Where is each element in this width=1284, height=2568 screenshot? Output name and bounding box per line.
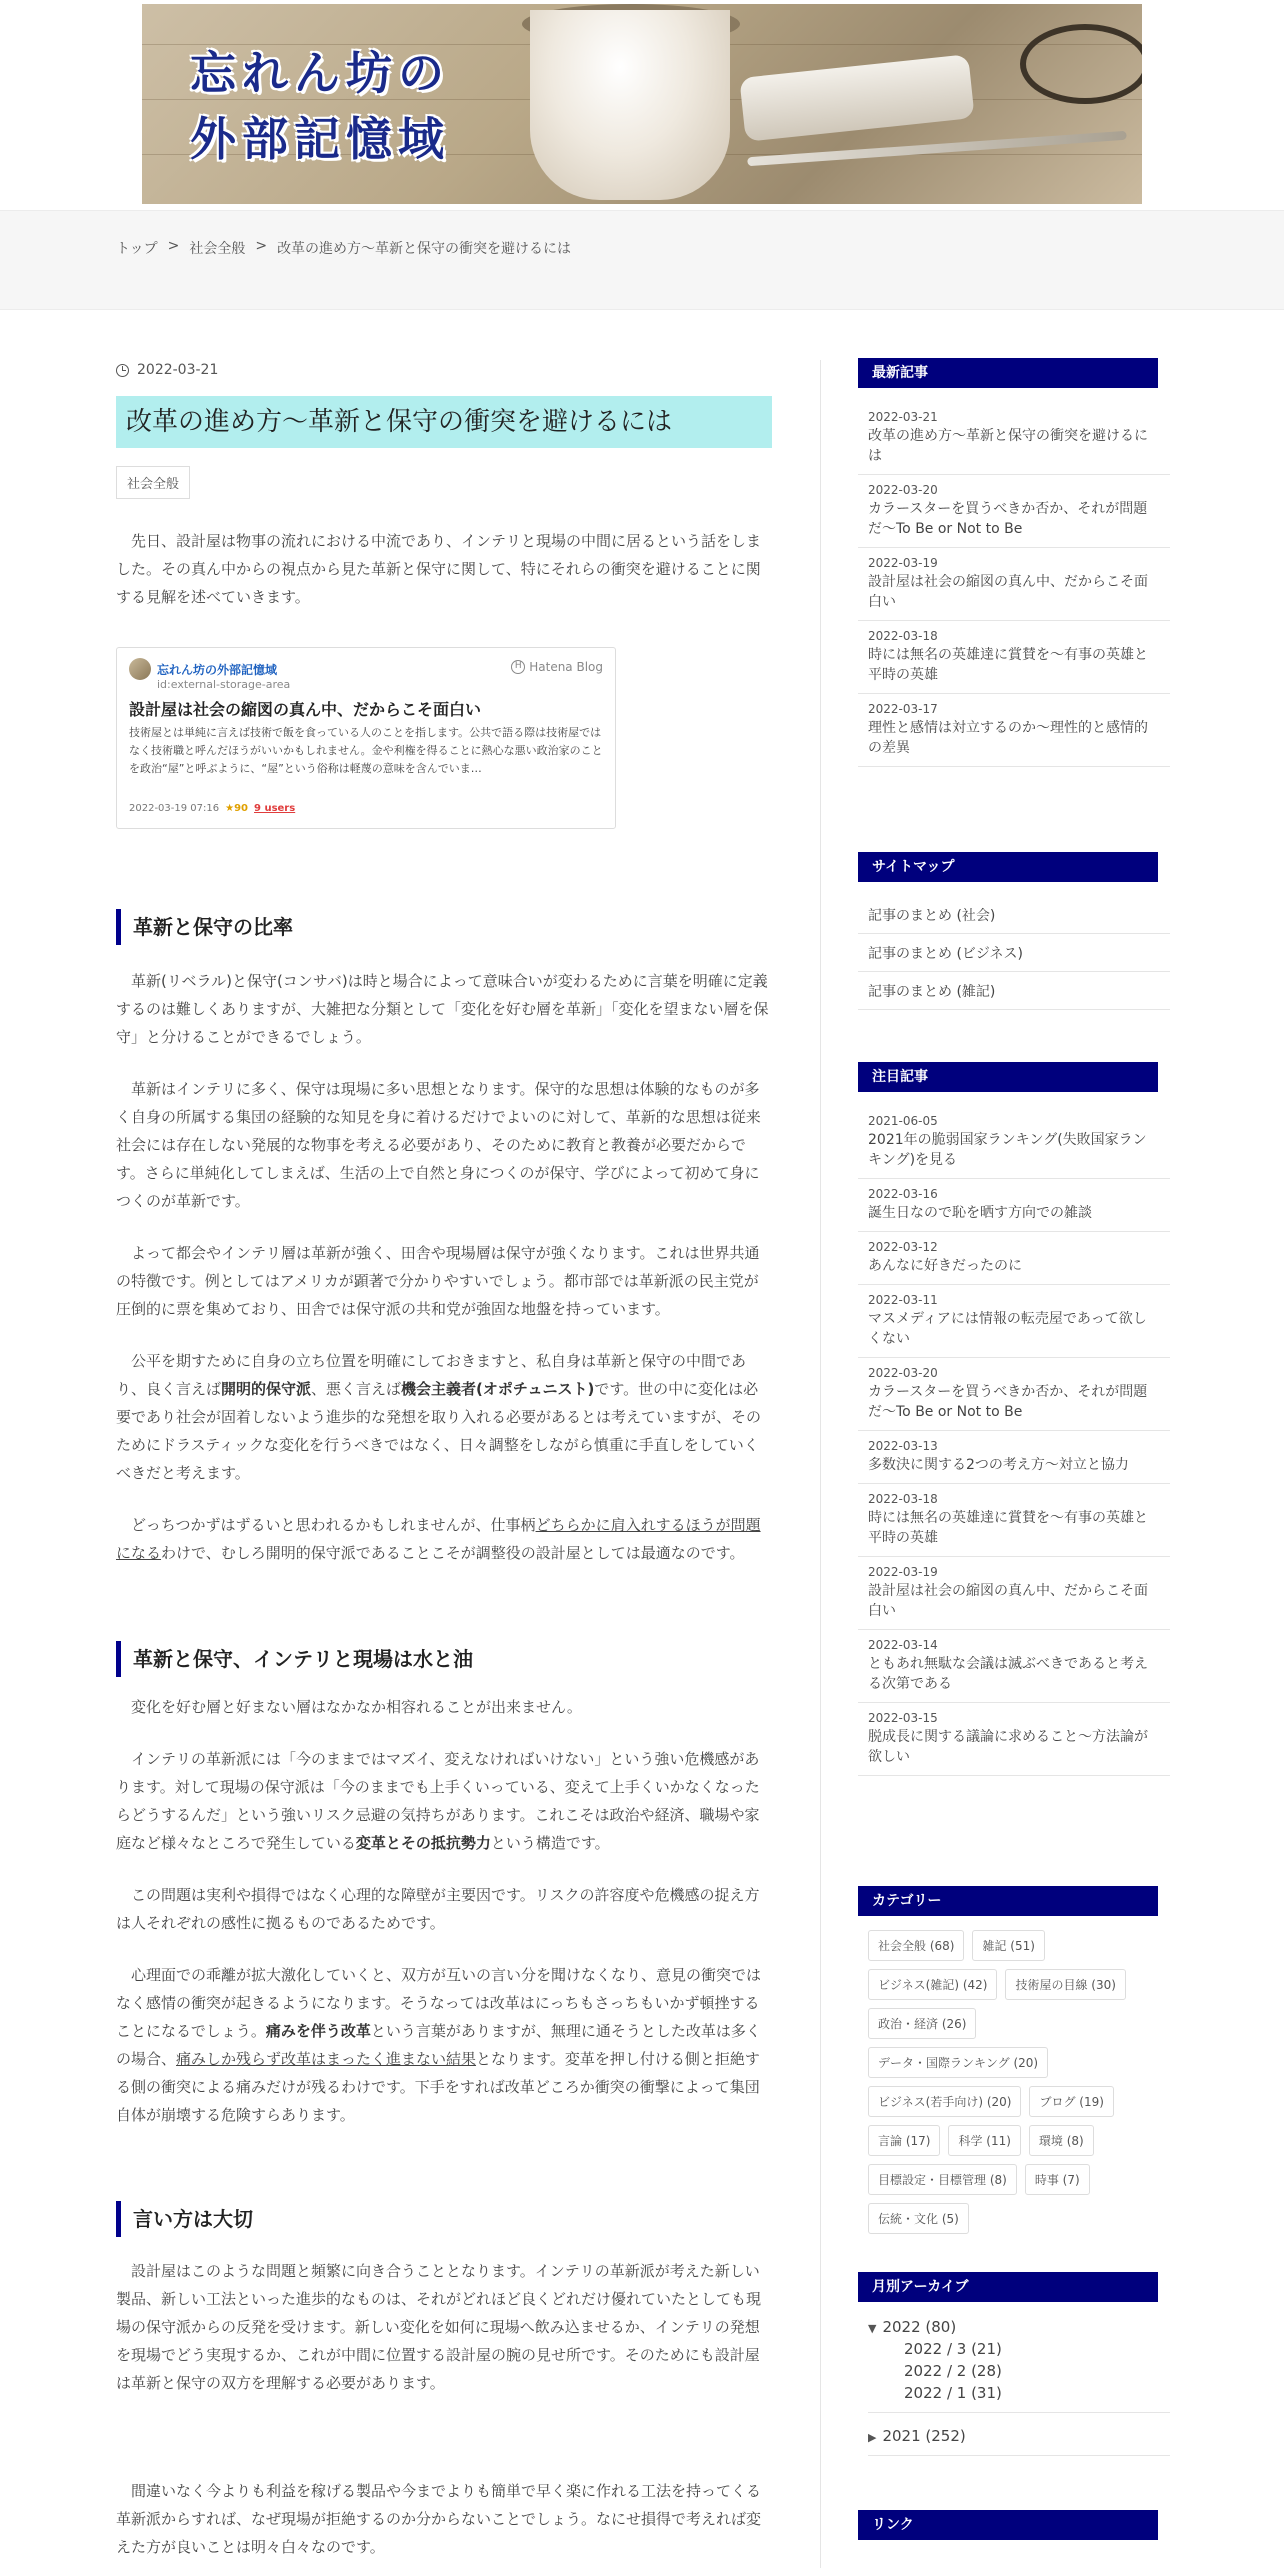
card-bookmark-users[interactable]: 9 users xyxy=(254,803,296,814)
item-title[interactable]: カラースターを買うべきか否か、それが問題だ〜To Be or Not to Be xyxy=(868,1384,1148,1420)
card-site-id: id:external-storage-area xyxy=(157,678,291,691)
item-title[interactable]: 改革の進め方〜革新と保守の衝突を避けるには xyxy=(868,428,1148,464)
item-date: 2022-03-13 xyxy=(868,1439,938,1453)
item-date: 2022-03-14 xyxy=(868,1638,938,1652)
archive-year-label[interactable]: 2021 (252) xyxy=(882,2427,966,2445)
embedded-blog-card[interactable] xyxy=(116,647,616,829)
bold-text: 痛みを伴う改革 xyxy=(265,2022,371,2040)
breadcrumb-bar xyxy=(0,210,1284,310)
featured-item[interactable] xyxy=(858,1106,1170,1179)
category-tag[interactable]: 政治・経済 (26) xyxy=(868,2008,976,2039)
sidebar-links xyxy=(858,2510,1170,2540)
item-date: 2022-03-12 xyxy=(868,1240,938,1254)
paragraph: 間違いなく今よりも利益を稼げる製品や今までよりも簡単で早く楽に作れる工法を持ってくる革新派からすれば、なぜ現場が拒絶するのか分からないことでしょう。なにせ損得で考えれば変えた方が良いことは明々白々なのです。 xyxy=(116,2482,762,2556)
article-date-text: 2022-03-21 xyxy=(137,362,219,378)
header-banner[interactable] xyxy=(142,4,1142,204)
featured-item[interactable] xyxy=(858,1358,1170,1431)
item-date: 2022-03-16 xyxy=(868,1187,938,1201)
pen-image xyxy=(747,131,1127,166)
item-title[interactable]: 時には無名の英雄達に賞賛を〜有事の英雄と平時の英雄 xyxy=(868,647,1148,683)
sidebar-archive xyxy=(858,2272,1170,2456)
item-title[interactable]: 時には無名の英雄達に賞賛を〜有事の英雄と平時の英雄 xyxy=(868,1510,1148,1546)
blog-avatar-icon xyxy=(129,658,151,680)
sidebar-heading: 最新記事 xyxy=(858,358,1158,388)
category-tag[interactable]: 目標設定・目標管理 (8) xyxy=(868,2164,1017,2195)
article-intro: 先日、設計屋は物事の流れにおける中流であり、インテリと現場の中間に居るという話をしました。その真ん中からの視点から見た革新と保守に関して、特にそれらの衝突を避けることに関する見解を述べていきます。 xyxy=(116,532,762,606)
item-title[interactable]: 2021年の脆弱国家ランキング(失敗国家ランキング)を見る xyxy=(868,1132,1147,1168)
sidebar-sitemap xyxy=(858,852,1170,1010)
item-title[interactable]: 脱成長に関する議論に求めること〜方法論が欲しい xyxy=(868,1729,1148,1765)
article xyxy=(116,360,772,2561)
text-run: となります。変革を押し付ける側と拒絶する側の衝突による痛みだけが残るわけです。下手をすれば改革どころか衝突の衝撃によって集団自体が崩壊する危険すらあります。 xyxy=(116,2050,760,2124)
category-tag[interactable]: 言論 (17) xyxy=(868,2125,940,2156)
paragraph: 革新(リベラル)と保守(コンサバ)は時と場合によって意味合いが変わるために言葉を明確に定義するのは難しくありますが、大雑把な分類として「変化を好む層を革新」「変化を望まない層を保守」と分けることができるでしょう。 xyxy=(116,972,769,1046)
expand-toggle-icon[interactable]: ▶ xyxy=(868,2431,877,2444)
category-tag[interactable]: ビジネス(若手向け) (20) xyxy=(868,2086,1021,2117)
sitemap-link[interactable]: 記事のまとめ (ビジネス) xyxy=(858,934,1170,972)
archive-list xyxy=(858,2316,1170,2456)
site-title-line1: 忘れん坊の xyxy=(190,46,450,100)
sidebar-heading: 注目記事 xyxy=(858,1062,1158,1092)
category-tag[interactable]: 社会全般 (68) xyxy=(868,1930,964,1961)
sidebar-featured xyxy=(858,1062,1170,1776)
sidebar-heading: リンク xyxy=(858,2510,1158,2540)
card-site-name: 忘れん坊の外部記憶域 xyxy=(157,662,278,677)
archive-month-link[interactable]: 2022 / 2 (28) xyxy=(904,2362,1002,2380)
category-tag[interactable]: データ・国際ランキング (20) xyxy=(868,2047,1048,2078)
sidebar-heading: 月別アーカイブ xyxy=(858,2272,1158,2302)
item-title[interactable]: マスメディアには情報の転売屋であって欲しくない xyxy=(868,1311,1147,1347)
sitemap-link[interactable]: 記事のまとめ (社会) xyxy=(858,896,1170,934)
paragraph: 革新はインテリに多く、保守は現場に多い思想となります。保守的な思想は体験的なものが多く自身の所属する集団の経験的な知見を身に着けるだけでよいのに対して、革新的な思想は従来社会には存在しない発展的な物事を考える必要があり、そのために教育と教養が必要だからです。さらに単純化してしまえば、生活の上で自然と身につくのが保守、学びによって初めて身につくのが革新です。 xyxy=(116,1080,761,1210)
item-title[interactable]: あんなに好きだったのに xyxy=(868,1258,1022,1274)
item-date: 2022-03-20 xyxy=(868,1366,938,1380)
item-date: 2022-03-21 xyxy=(868,410,938,424)
item-date: 2022-03-15 xyxy=(868,1711,938,1725)
card-description: 技術屋とは単純に言えば技術で飯を食っている人のことを指します。公共で語る際は技術屋ではなく技術職と呼んだほうがいいかもしれません。金や利権を得ることに熱心な悪い政治家のことを政治“屋”と呼ぶように、“屋”という俗称は軽蔑の意味を含んでいま… xyxy=(129,726,603,775)
coffee-cup-image xyxy=(530,10,730,200)
category-tag[interactable]: 技術屋の目線 (30) xyxy=(1005,1969,1125,2000)
recent-item[interactable] xyxy=(858,402,1170,475)
article-title: 改革の進め方〜革新と保守の衝突を避けるには xyxy=(116,396,772,448)
text-run: どっちつかずはずるいと思われるかもしれませんが、仕事柄 xyxy=(131,1516,536,1534)
category-tag[interactable]: ビジネス(雑記) (42) xyxy=(868,1969,997,2000)
collapse-toggle-icon[interactable]: ▼ xyxy=(868,2322,877,2335)
underlined-link[interactable]: どちらかに肩入れするほうが問題になる xyxy=(116,1516,761,1562)
archive-month-link[interactable]: 2022 / 3 (21) xyxy=(904,2340,1002,2358)
featured-item[interactable] xyxy=(858,1484,1170,1557)
archive-divider xyxy=(868,2455,1170,2456)
paragraph: よって都会やインテリ層は革新が強く、田舎や現場層は保守が強くなります。これは世界共通の特徴です。例としてはアメリカが顕著で分かりやすいでしょう。都市部では革新派の民主党が圧倒的に票を集めており、田舎では保守派の共和党が強固な地盤を持っています。 xyxy=(116,1244,760,1318)
sitemap-link[interactable]: 記事のまとめ (雑記) xyxy=(858,972,1170,1010)
archive-year-label[interactable]: 2022 (80) xyxy=(882,2318,957,2336)
hatena-logo-icon: H xyxy=(511,660,525,674)
category-tags xyxy=(858,1930,1158,2234)
sitemap-list xyxy=(858,896,1170,1010)
item-title[interactable]: 多数決に関する2つの考え方〜対立と協力 xyxy=(868,1457,1129,1473)
text-run: です。世の中に変化は必要であり社会が固着しないよう進歩的な発想を取り入れる必要があるとは考えていますが、そのためにドラスティックな変化を行うべきではなく、日々調整をしながら慎重に手直しをしていくべきだと考えます。 xyxy=(116,1380,762,1482)
article-category-badge[interactable]: 社会全般 xyxy=(116,466,190,499)
section-heading: 言い方は大切 xyxy=(116,2201,772,2237)
archive-year-2022[interactable] xyxy=(868,2316,1170,2338)
item-date: 2022-03-18 xyxy=(868,1492,938,1506)
item-title[interactable]: カラースターを買うべきか否か、それが問題だ〜To Be or Not to Be xyxy=(868,501,1148,537)
site-title-line2: 外部記憶域 xyxy=(190,112,450,166)
item-title[interactable]: 理性と感情は対立するのか〜理性的と感情的の差異 xyxy=(868,720,1148,756)
item-title[interactable]: 設計屋は社会の縮図の真ん中、だからこそ面白い xyxy=(868,1583,1148,1619)
item-date: 2021-06-05 xyxy=(868,1114,938,1128)
featured-item[interactable] xyxy=(858,1703,1170,1776)
category-tag[interactable]: 科学 (11) xyxy=(948,2125,1020,2156)
paragraph: 設計屋はこのような問題と頻繁に向き合うこととなります。インテリの革新派が考えた新しい製品、新しい工法といった進歩的なものは、それがどれほど良くどれだけ優れていたとしても現場の保守派からの反発を受けます。新しい変化を如何に現場へ飲み込ませるか、インテリの発想を現場でどう実現するか、これが中間に位置する設計屋の腕の見せ所です。そのためにも設計屋は革新と保守の双方を理解する必要があります。 xyxy=(116,2262,762,2392)
featured-item[interactable] xyxy=(858,1630,1170,1703)
category-tag[interactable]: ブログ (19) xyxy=(1029,2086,1113,2117)
category-tag[interactable]: 雑記 (51) xyxy=(972,1930,1044,1961)
bold-text: 変革とその抵抗勢力 xyxy=(355,1834,491,1852)
card-footer xyxy=(129,803,295,814)
sidebar-heading: カテゴリー xyxy=(858,1886,1158,1916)
sidebar-heading: サイトマップ xyxy=(858,852,1158,882)
featured-item[interactable] xyxy=(858,1285,1170,1358)
breadcrumb-separator: > xyxy=(167,238,180,254)
paragraph xyxy=(116,1511,772,1567)
paragraph: この問題は実利や損得ではなく心理的な障壁が主要因です。リスクの許容度や危機感の捉え方は人それぞれの感性に拠るものであるためです。 xyxy=(116,1886,760,1932)
item-date: 2022-03-19 xyxy=(868,1565,938,1579)
item-date: 2022-03-11 xyxy=(868,1293,938,1307)
recent-item[interactable] xyxy=(858,475,1170,548)
phone-image xyxy=(739,54,974,142)
item-date: 2022-03-17 xyxy=(868,702,938,716)
archive-month-link[interactable]: 2022 / 1 (31) xyxy=(904,2384,1002,2402)
item-title[interactable]: 誕生日なので恥を晒す方向での雑談 xyxy=(868,1205,1092,1221)
item-title[interactable]: ともあれ無駄な会議は滅ぶべきであると考える次第である xyxy=(868,1656,1148,1692)
paragraph xyxy=(116,1745,772,1857)
item-title[interactable]: 設計屋は社会の縮図の真ん中、だからこそ面白い xyxy=(868,574,1148,610)
item-date: 2022-03-20 xyxy=(868,483,938,497)
featured-item[interactable] xyxy=(858,1431,1170,1484)
text-run: という言葉がありますが、無理に通そうとした改革は多くの場合、 xyxy=(116,2022,761,2068)
recent-item[interactable] xyxy=(858,694,1170,767)
glasses-image xyxy=(1020,24,1142,104)
text-run: 、悪く言えば xyxy=(311,1380,402,1398)
text-run: 心理面での乖離が拡大激化していくと、双方が互いの言い分を聞けなくなり、意見の衝突ではなく感情の衝突が起きるようになります。そうなっては改革はにっちもさっちもいかず頓挫することになるでしょう。 xyxy=(116,1966,762,2040)
card-date: 2022-03-19 07:16 xyxy=(129,803,220,814)
text-run: という構造です。 xyxy=(490,1834,610,1852)
category-tag[interactable]: 環境 (8) xyxy=(1029,2125,1094,2156)
paragraph xyxy=(116,1347,772,1487)
featured-list xyxy=(858,1106,1170,1776)
sidebar-categories xyxy=(858,1886,1170,2234)
column-divider xyxy=(820,360,821,2568)
card-title[interactable]: 設計屋は社会の縮図の真ん中、だからこそ面白い xyxy=(129,700,482,719)
section-heading: 革新と保守、インテリと現場は水と油 xyxy=(116,1641,772,1677)
featured-item[interactable] xyxy=(858,1232,1170,1285)
section-heading: 革新と保守の比率 xyxy=(116,909,772,945)
bold-text: 開明的保守派 xyxy=(221,1380,312,1398)
text-run: 公平を期すために自身の立ち位置を明確にしておきますと、私自身は革新と保守の中間であり、良く言えば xyxy=(116,1352,747,1398)
breadcrumb-category-link[interactable]: 社会全般 xyxy=(189,241,246,257)
clock-icon xyxy=(116,364,129,377)
text-run: わけで、むしろ開明的保守派であることこそが調整役の設計屋としては最適なのです。 xyxy=(161,1544,745,1562)
featured-item[interactable] xyxy=(858,1557,1170,1630)
paragraph xyxy=(116,1961,772,2129)
site-logo-title[interactable] xyxy=(190,40,450,172)
card-star-count: ★90 xyxy=(225,803,249,814)
hatena-blog-label: Hatena Blog xyxy=(529,660,603,674)
recent-list xyxy=(858,402,1170,767)
archive-year-2021[interactable] xyxy=(868,2425,1170,2447)
category-tag[interactable]: 時事 (7) xyxy=(1025,2164,1090,2195)
breadcrumb xyxy=(116,238,571,258)
underlined-link[interactable]: 痛みしか残らず改革はまったく進まない結果 xyxy=(176,2050,477,2068)
item-date: 2022-03-18 xyxy=(868,629,938,643)
breadcrumb-current: 改革の進め方〜革新と保守の衝突を避けるには xyxy=(277,241,572,257)
recent-item[interactable] xyxy=(858,621,1170,694)
category-tag[interactable]: 伝統・文化 (5) xyxy=(868,2203,969,2234)
bold-text: 機会主義者(オポチュニスト) xyxy=(401,1380,595,1398)
breadcrumb-home-link[interactable]: トップ xyxy=(116,241,158,257)
archive-divider xyxy=(868,2412,1170,2413)
hatena-blog-brand xyxy=(511,660,603,674)
featured-item[interactable] xyxy=(858,1179,1170,1232)
article-date xyxy=(116,360,772,380)
paragraph: 変化を好む層と好まない層はなかなか相容れることが出来ません。 xyxy=(131,1698,582,1716)
recent-item[interactable] xyxy=(858,548,1170,621)
text-run: インテリの革新派には「今のままではマズイ、変えなければいけない」という強い危機感があります。対して現場の保守派は「今のままでも上手くいっている、変えて上手くいかなくなったらどうするんだ」という強いリスク忌避の気持ちがあります。これこそは政治や経済、職場や家庭など様々なところで発生している xyxy=(116,1750,760,1852)
sidebar-recent xyxy=(858,358,1170,767)
breadcrumb-separator: > xyxy=(255,238,268,254)
item-date: 2022-03-19 xyxy=(868,556,938,570)
